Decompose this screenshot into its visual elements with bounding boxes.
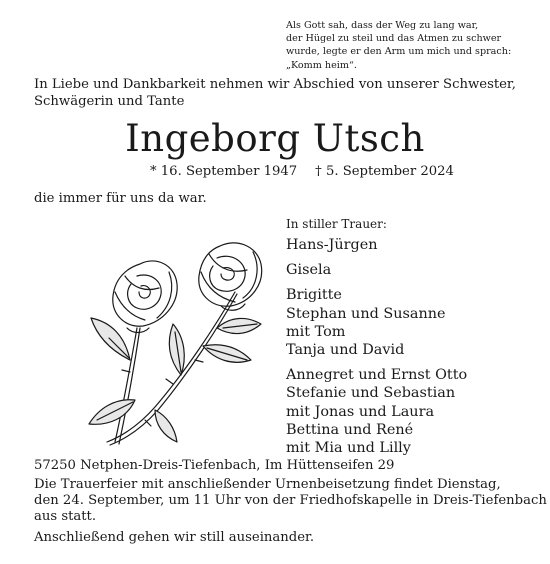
ceremony-info (34, 477, 547, 525)
birth-date: * 16. September 1947 (150, 164, 298, 179)
tagline: die immer für uns da war. (34, 191, 207, 206)
death-date: † 5. September 2024 (315, 164, 454, 179)
ceremony-line: Die Trauerfeier mit anschließender Urnenbeisetzung findet Dienstag, (34, 477, 501, 492)
poem-line: der Hügel zu steil und das Atmen zu schwer (286, 33, 502, 45)
address: 57250 Netphen-Dreis-Tiefenbach, Im Hüttenseifen 29 (34, 458, 395, 473)
mourners-list (286, 236, 536, 464)
mourner-name: Annegret und Ernst Otto (286, 367, 468, 384)
mourner-name: Brigitte (286, 287, 342, 304)
mourner-name: mit Jonas und Laura (286, 403, 435, 420)
mourner-name: mit Tom (286, 323, 346, 340)
deceased-name: Ingeborg Utsch (125, 117, 425, 160)
mourner-name: Tanja und David (286, 342, 405, 359)
mourner-group (286, 286, 536, 359)
mourner-group (286, 261, 536, 279)
mourner-group (286, 236, 536, 254)
ceremony-line: den 24. September, um 11 Uhr von der Friedhofskapelle in Dreis-Tiefenbach (34, 493, 547, 508)
poem-line: Als Gott sah, dass der Weg zu lang war, (286, 20, 479, 31)
closing-text: Anschließend gehen wir still auseinander. (34, 530, 315, 545)
ceremony-line: aus statt. (34, 509, 97, 524)
mourner-name: Hans-Jürgen (286, 237, 378, 253)
mourning-label: In stiller Trauer: (286, 217, 387, 231)
mourner-name: Stephan und Susanne (286, 305, 446, 322)
mourner-name: Stefanie und Sebastian (286, 385, 456, 402)
poem-line: „Komm heim“. (286, 59, 357, 71)
mourner-name: mit Mia und Lilly (286, 440, 411, 457)
poem-line: wurde, legte er den Arm um mich und sprach: (286, 46, 512, 58)
mourner-name: Gisela (286, 262, 332, 279)
mourner-group (286, 366, 536, 457)
rose-icon (85, 232, 275, 447)
mourner-name: Bettina und René (286, 421, 414, 438)
intro-text: In Liebe und Dankbarkeit nehmen wir Abschied von unserer Schwester, Schwägerin und Tante (34, 77, 516, 109)
life-dates (150, 164, 454, 180)
poem (286, 19, 536, 72)
